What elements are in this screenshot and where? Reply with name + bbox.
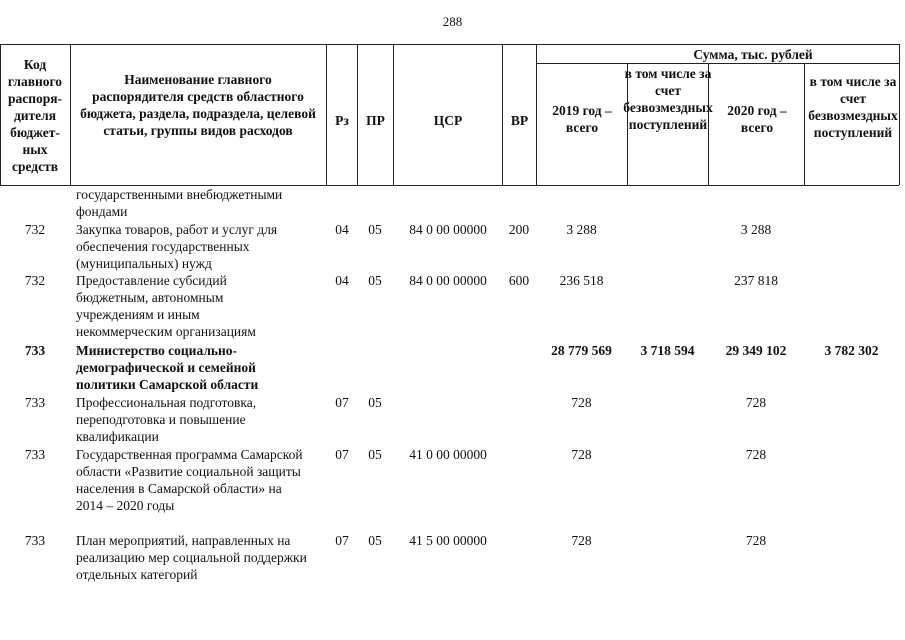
row-csr: 41 0 00 00000 [409,447,487,462]
header-2020-total: 2020 год – всего [727,103,787,135]
row-2019-total: 28 779 569 [551,343,612,358]
row-rz: 07 [335,447,349,462]
row-2019-total: 728 [571,395,592,410]
row-name: Профессиональная подготовка, переподготовка и повышение квалификации [76,395,257,444]
row-2019-total: 728 [571,533,592,548]
row-2020-total: 3 288 [740,222,772,237]
row-vr: 600 [508,273,530,288]
row-pr: 05 [368,447,382,462]
row-name: Предоставление субсидий бюджетным, автономным учреждениям и иным некоммерческим организациям [76,273,256,339]
row-code: 733 [24,395,46,410]
header-name: Наименование главного распорядителя средств областного бюджета, раздела, подраздела, целевой статьи, группы видов расходов [80,72,316,138]
row-2020-total: 29 349 102 [725,343,787,358]
header-vr: ВР [510,113,529,128]
row-name: Закупка товаров, работ и услуг для обеспечения государственных (муниципальных) нужд [76,222,278,271]
row-2019-total: 236 518 [559,273,604,288]
row-2019-total: 3 288 [566,222,597,237]
row-csr: 84 0 00 00000 [409,222,487,237]
row-name: Государственная программа Самарской области «Развитие социальной защиты населения в Самарской области» на 2014 – 2020 годы [76,447,303,513]
row-2020-free: 3 782 302 [824,343,879,358]
header-pr: ПР [366,113,385,128]
row-pr: 05 [368,222,382,237]
row-2020-total: 728 [745,395,767,410]
row-name: Министерство социально-демографической и семейной политики Самарской области [76,343,259,392]
header-2020-free: в том числе за счет безвозмездных поступлений [808,74,898,140]
row-code: 733 [24,447,46,462]
header-code: Код главного распоря-дителя бюджет-ных средств [7,56,63,174]
row-2020-total: 237 818 [734,273,778,288]
row-pr: 05 [368,273,382,288]
row-name: государственными внебюджетными фондами [76,187,283,219]
row-pr: 05 [368,395,382,410]
row-rz: 04 [335,273,349,288]
row-2020-total: 728 [745,533,767,548]
row-code: 732 [24,222,46,237]
row-csr: 84 0 00 00000 [409,273,487,288]
row-name: План мероприятий, направленных на реализацию мер социальной поддержки отдельных категорий [76,533,307,582]
row-rz: 07 [335,395,349,410]
row-vr: 200 [508,222,530,237]
row-code: 733 [24,343,46,358]
header-sum: Сумма, тыс. рублей [693,46,813,62]
row-pr: 05 [368,533,382,548]
header-rz: Рз [335,113,349,128]
row-rz: 04 [335,222,349,237]
row-rz: 07 [335,533,349,548]
row-csr: 41 5 00 00000 [409,533,487,548]
row-2019-free: 3 718 594 [640,343,695,358]
header-2019-total: 2019 год – всего [552,103,612,135]
row-code: 733 [24,533,46,548]
page-number: 288 [442,14,463,29]
row-2019-total: 728 [571,447,592,462]
row-2020-total: 728 [745,447,767,462]
row-code: 732 [24,273,46,288]
header-csr: ЦСР [433,113,463,128]
header-2019-free: в том числе за счет безвозмездных поступлений [623,66,713,132]
